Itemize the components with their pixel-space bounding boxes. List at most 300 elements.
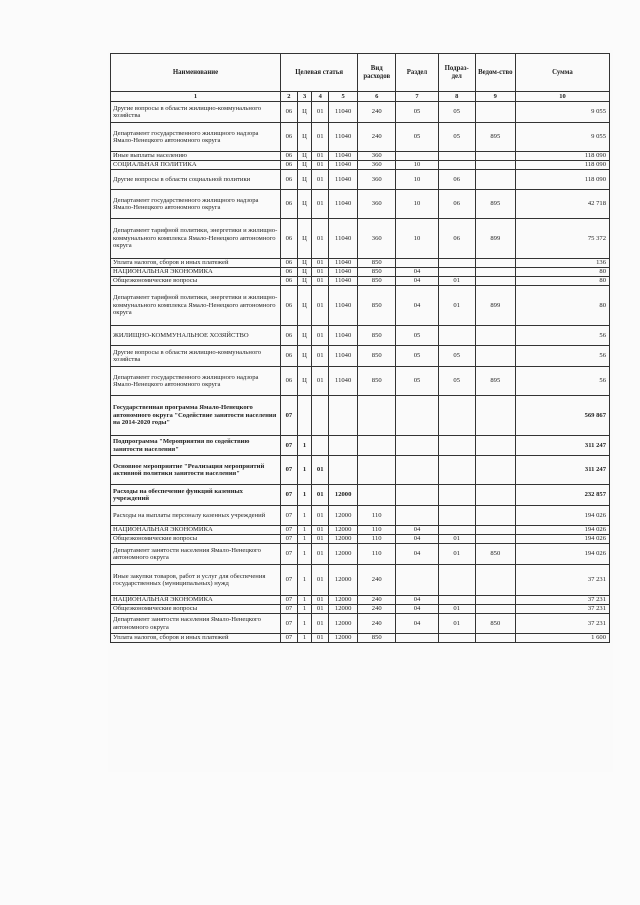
target-code-program: 07 — [281, 396, 298, 436]
subsection-cell — [438, 596, 475, 605]
target-code-subprogram: Ц — [297, 268, 312, 277]
row-name: Общеэкономические вопросы — [111, 277, 281, 286]
row-name: Департамент государственного жилищного надзора Ямало-Ненецкого автономного округа — [111, 123, 281, 152]
department-cell — [475, 161, 515, 170]
table-row — [111, 367, 610, 396]
department-cell — [475, 152, 515, 161]
table-row — [111, 346, 610, 367]
expense-type-cell: 240 — [358, 605, 396, 614]
sum-cell: 194 026 — [515, 544, 609, 565]
expense-type-cell: 850 — [358, 277, 396, 286]
target-code-subprogram: 1 — [297, 565, 312, 596]
section-cell — [396, 506, 439, 526]
column-number: 2 — [281, 92, 298, 102]
target-code-program: 06 — [281, 152, 298, 161]
section-cell: 05 — [396, 102, 439, 123]
target-code-direction: 11040 — [329, 190, 358, 219]
row-name: Основное мероприятие "Реализация мероприятий активной политики занятости населения" — [111, 456, 281, 485]
target-code-event: 01 — [312, 485, 329, 506]
target-code-program: 06 — [281, 277, 298, 286]
target-code-program: 07 — [281, 565, 298, 596]
sum-cell: 194 026 — [515, 535, 609, 544]
table-row — [111, 396, 610, 436]
section-cell: 05 — [396, 346, 439, 367]
department-cell — [475, 506, 515, 526]
target-code-subprogram: 1 — [297, 506, 312, 526]
subsection-cell — [438, 526, 475, 535]
department-cell — [475, 605, 515, 614]
subsection-cell: 05 — [438, 367, 475, 396]
target-code-event: 01 — [312, 219, 329, 259]
row-name: Расходы на выплаты персоналу казенных учреждений — [111, 506, 281, 526]
target-code-program: 06 — [281, 286, 298, 326]
expense-type-cell — [358, 436, 396, 456]
row-name: Другие вопросы в области жилищно-коммунального хозяйства — [111, 346, 281, 367]
sum-cell: 80 — [515, 268, 609, 277]
target-code-event: 01 — [312, 346, 329, 367]
sum-cell: 118 090 — [515, 161, 609, 170]
target-code-event: 01 — [312, 190, 329, 219]
department-cell — [475, 526, 515, 535]
target-code-direction: 12000 — [329, 485, 358, 506]
target-code-subprogram: 1 — [297, 485, 312, 506]
department-cell: 899 — [475, 286, 515, 326]
target-code-direction: 11040 — [329, 123, 358, 152]
table-row — [111, 170, 610, 190]
target-code-program: 06 — [281, 161, 298, 170]
table-row — [111, 506, 610, 526]
column-number: 10 — [515, 92, 609, 102]
subsection-cell — [438, 436, 475, 456]
subsection-cell: 01 — [438, 535, 475, 544]
section-cell: 04 — [396, 544, 439, 565]
target-code-event: 01 — [312, 102, 329, 123]
sum-cell: 9 055 — [515, 123, 609, 152]
subsection-cell — [438, 456, 475, 485]
target-code-subprogram: 1 — [297, 526, 312, 535]
header-section: Раздел — [396, 54, 439, 92]
column-number: 9 — [475, 92, 515, 102]
target-code-subprogram: Ц — [297, 367, 312, 396]
target-code-direction: 11040 — [329, 219, 358, 259]
target-code-direction: 11040 — [329, 161, 358, 170]
target-code-event: 01 — [312, 268, 329, 277]
expense-type-cell: 850 — [358, 259, 396, 268]
sum-cell: 9 055 — [515, 102, 609, 123]
row-name: Расходы на обеспечение функций казенных учреждений — [111, 485, 281, 506]
target-code-program: 07 — [281, 526, 298, 535]
target-code-subprogram: 1 — [297, 605, 312, 614]
sum-cell: 194 026 — [515, 506, 609, 526]
target-code-program: 06 — [281, 102, 298, 123]
target-code-program: 07 — [281, 436, 298, 456]
target-code-subprogram: Ц — [297, 219, 312, 259]
target-code-direction: 11040 — [329, 170, 358, 190]
column-number: 8 — [438, 92, 475, 102]
header-row — [111, 54, 610, 92]
expense-type-cell: 850 — [358, 634, 396, 643]
subsection-cell — [438, 161, 475, 170]
table-row — [111, 456, 610, 485]
row-name: Уплата налогов, сборов и иных платежей — [111, 259, 281, 268]
target-code-program: 07 — [281, 605, 298, 614]
section-cell: 04 — [396, 277, 439, 286]
sum-cell: 1 600 — [515, 634, 609, 643]
header-name: Наименование — [111, 54, 281, 92]
header-department: Ведом-ство — [475, 54, 515, 92]
department-cell — [475, 565, 515, 596]
department-cell — [475, 596, 515, 605]
target-code-subprogram: Ц — [297, 102, 312, 123]
expense-type-cell: 240 — [358, 614, 396, 634]
target-code-direction: 12000 — [329, 565, 358, 596]
sum-cell: 569 867 — [515, 396, 609, 436]
sum-cell: 56 — [515, 326, 609, 346]
sum-cell: 118 090 — [515, 170, 609, 190]
target-code-event: 01 — [312, 565, 329, 596]
target-code-event: 01 — [312, 152, 329, 161]
expense-type-cell — [358, 456, 396, 485]
section-cell: 04 — [396, 286, 439, 326]
section-cell: 10 — [396, 170, 439, 190]
target-code-event: 01 — [312, 596, 329, 605]
target-code-event: 01 — [312, 367, 329, 396]
sum-cell: 37 231 — [515, 596, 609, 605]
table-row — [111, 102, 610, 123]
target-code-event: 01 — [312, 123, 329, 152]
department-cell — [475, 436, 515, 456]
column-number: 3 — [297, 92, 312, 102]
expense-type-cell: 360 — [358, 161, 396, 170]
section-cell — [396, 396, 439, 436]
department-cell — [475, 268, 515, 277]
expense-type-cell: 360 — [358, 219, 396, 259]
row-name: Иные закупки товаров, работ и услуг для обеспечения государственных (муниципальных) нужд — [111, 565, 281, 596]
table-row — [111, 152, 610, 161]
department-cell — [475, 535, 515, 544]
target-code-event: 01 — [312, 456, 329, 485]
department-cell — [475, 634, 515, 643]
target-code-program: 06 — [281, 219, 298, 259]
column-number: 4 — [312, 92, 329, 102]
table-row — [111, 614, 610, 634]
target-code-subprogram: Ц — [297, 161, 312, 170]
target-code-event: 01 — [312, 170, 329, 190]
section-cell — [396, 152, 439, 161]
row-name: Департамент государственного жилищного надзора Ямало-Ненецкого автономного округа — [111, 367, 281, 396]
target-code-program: 06 — [281, 346, 298, 367]
header-subsection: Подраз-дел — [438, 54, 475, 92]
section-cell: 04 — [396, 535, 439, 544]
target-code-direction: 11040 — [329, 259, 358, 268]
section-cell: 05 — [396, 123, 439, 152]
table-row — [111, 161, 610, 170]
target-code-direction: 12000 — [329, 544, 358, 565]
sum-cell: 136 — [515, 259, 609, 268]
sum-cell: 311 247 — [515, 456, 609, 485]
target-code-program: 06 — [281, 326, 298, 346]
sum-cell: 37 231 — [515, 614, 609, 634]
target-code-program: 07 — [281, 596, 298, 605]
section-cell: 04 — [396, 596, 439, 605]
column-number: 1 — [111, 92, 281, 102]
row-name: Уплата налогов, сборов и иных платежей — [111, 634, 281, 643]
column-number: 5 — [329, 92, 358, 102]
target-code-subprogram: 1 — [297, 596, 312, 605]
row-name: Государственная программа Ямало-Ненецкого автономного округа "Содействие занятости населения на 2014-2020 годы" — [111, 396, 281, 436]
subsection-cell: 01 — [438, 277, 475, 286]
target-code-subprogram: Ц — [297, 259, 312, 268]
section-cell — [396, 259, 439, 268]
target-code-event: 01 — [312, 526, 329, 535]
target-code-subprogram: Ц — [297, 170, 312, 190]
target-code-program: 07 — [281, 506, 298, 526]
subsection-cell: 06 — [438, 219, 475, 259]
target-code-direction: 11040 — [329, 286, 358, 326]
target-code-program: 07 — [281, 456, 298, 485]
target-code-direction: 11040 — [329, 152, 358, 161]
subsection-cell — [438, 326, 475, 346]
department-cell — [475, 346, 515, 367]
department-cell — [475, 326, 515, 346]
target-code-event: 01 — [312, 326, 329, 346]
row-name: НАЦИОНАЛЬНАЯ ЭКОНОМИКА — [111, 526, 281, 535]
target-code-subprogram: Ц — [297, 346, 312, 367]
department-cell — [475, 456, 515, 485]
table-body — [111, 102, 610, 643]
department-cell: 895 — [475, 367, 515, 396]
target-code-event: 01 — [312, 286, 329, 326]
expense-type-cell: 360 — [358, 190, 396, 219]
sum-cell: 80 — [515, 277, 609, 286]
subsection-cell: 01 — [438, 544, 475, 565]
table-row — [111, 190, 610, 219]
expense-type-cell: 240 — [358, 565, 396, 596]
target-code-direction: 11040 — [329, 367, 358, 396]
row-name: Департамент тарифной политики, энергетики и жилищно-коммунального комплекса Ямало-Ненецкого автономного округа — [111, 219, 281, 259]
section-cell: 04 — [396, 605, 439, 614]
target-code-direction: 12000 — [329, 614, 358, 634]
subsection-cell — [438, 634, 475, 643]
target-code-direction: 12000 — [329, 634, 358, 643]
target-code-event: 01 — [312, 605, 329, 614]
target-code-event: 01 — [312, 614, 329, 634]
department-cell: 895 — [475, 123, 515, 152]
target-code-direction: 11040 — [329, 346, 358, 367]
table-row — [111, 277, 610, 286]
sum-cell: 118 090 — [515, 152, 609, 161]
target-code-direction: 11040 — [329, 268, 358, 277]
header-target-article: Целевая статья — [281, 54, 358, 92]
section-cell — [396, 485, 439, 506]
expense-type-cell: 850 — [358, 286, 396, 326]
expense-type-cell: 240 — [358, 102, 396, 123]
subsection-cell — [438, 396, 475, 436]
column-number: 6 — [358, 92, 396, 102]
sum-cell: 42 718 — [515, 190, 609, 219]
target-code-subprogram: 1 — [297, 614, 312, 634]
target-code-direction: 12000 — [329, 506, 358, 526]
expense-type-cell: 110 — [358, 535, 396, 544]
subsection-cell — [438, 259, 475, 268]
target-code-direction: 11040 — [329, 277, 358, 286]
row-name: ЖИЛИЩНО-КОММУНАЛЬНОЕ ХОЗЯЙСТВО — [111, 326, 281, 346]
table-row — [111, 436, 610, 456]
budget-table — [110, 53, 610, 643]
target-code-program: 07 — [281, 485, 298, 506]
row-name: НАЦИОНАЛЬНАЯ ЭКОНОМИКА — [111, 596, 281, 605]
table-row — [111, 535, 610, 544]
header-expense-type: Вид расходов — [358, 54, 396, 92]
row-name: Департамент тарифной политики, энергетики и жилищно-коммунального комплекса Ямало-Ненецкого автономного округа — [111, 286, 281, 326]
table-row — [111, 565, 610, 596]
sum-cell: 194 026 — [515, 526, 609, 535]
target-code-program: 06 — [281, 268, 298, 277]
section-cell: 04 — [396, 268, 439, 277]
table-row — [111, 596, 610, 605]
section-cell: 10 — [396, 161, 439, 170]
target-code-program: 06 — [281, 367, 298, 396]
expense-type-cell: 110 — [358, 526, 396, 535]
target-code-direction: 12000 — [329, 526, 358, 535]
target-code-program: 06 — [281, 190, 298, 219]
target-code-direction: 12000 — [329, 605, 358, 614]
target-code-direction — [329, 436, 358, 456]
row-name: СОЦИАЛЬНАЯ ПОЛИТИКА — [111, 161, 281, 170]
target-code-event: 01 — [312, 506, 329, 526]
target-code-subprogram: 1 — [297, 535, 312, 544]
department-cell — [475, 102, 515, 123]
target-code-event: 01 — [312, 259, 329, 268]
column-number-row — [111, 92, 610, 102]
target-code-program: 07 — [281, 544, 298, 565]
target-code-subprogram: Ц — [297, 277, 312, 286]
department-cell: 895 — [475, 190, 515, 219]
target-code-event: 01 — [312, 535, 329, 544]
target-code-program: 06 — [281, 170, 298, 190]
row-name: Общеэкономические вопросы — [111, 605, 281, 614]
expense-type-cell — [358, 396, 396, 436]
subsection-cell: 01 — [438, 614, 475, 634]
target-code-event: 01 — [312, 277, 329, 286]
subsection-cell — [438, 506, 475, 526]
target-code-event: 01 — [312, 161, 329, 170]
subsection-cell — [438, 485, 475, 506]
target-code-subprogram: 1 — [297, 456, 312, 485]
target-code-event — [312, 436, 329, 456]
subsection-cell — [438, 268, 475, 277]
row-name: Департамент занятости населения Ямало-Ненецкого автономного округа — [111, 544, 281, 565]
sum-cell: 75 372 — [515, 219, 609, 259]
department-cell — [475, 396, 515, 436]
department-cell — [475, 485, 515, 506]
expense-type-cell: 850 — [358, 346, 396, 367]
expense-type-cell: 360 — [358, 152, 396, 161]
sum-cell: 37 231 — [515, 565, 609, 596]
target-code-event: 01 — [312, 634, 329, 643]
table-row — [111, 219, 610, 259]
target-code-subprogram: Ц — [297, 190, 312, 219]
department-cell — [475, 170, 515, 190]
header-sum: Сумма — [515, 54, 609, 92]
row-name: Другие вопросы в области социальной политики — [111, 170, 281, 190]
sum-cell: 232 857 — [515, 485, 609, 506]
expense-type-cell: 110 — [358, 506, 396, 526]
section-cell: 04 — [396, 526, 439, 535]
expense-type-cell: 240 — [358, 596, 396, 605]
target-code-subprogram: Ц — [297, 123, 312, 152]
section-cell: 10 — [396, 190, 439, 219]
row-name: Департамент занятости населения Ямало-Ненецкого автономного округа — [111, 614, 281, 634]
section-cell — [396, 456, 439, 485]
section-cell: 05 — [396, 367, 439, 396]
target-code-subprogram: 1 — [297, 634, 312, 643]
table-row — [111, 286, 610, 326]
subsection-cell — [438, 565, 475, 596]
section-cell — [396, 565, 439, 596]
target-code-subprogram — [297, 396, 312, 436]
expense-type-cell: 850 — [358, 367, 396, 396]
row-name: Общеэкономические вопросы — [111, 535, 281, 544]
table-row — [111, 485, 610, 506]
table-row — [111, 326, 610, 346]
target-code-program: 06 — [281, 123, 298, 152]
expense-type-cell: 110 — [358, 544, 396, 565]
table-row — [111, 526, 610, 535]
section-cell: 10 — [396, 219, 439, 259]
target-code-subprogram: Ц — [297, 286, 312, 326]
row-name: Другие вопросы в области жилищно-коммунального хозяйства — [111, 102, 281, 123]
target-code-direction — [329, 456, 358, 485]
table-row — [111, 259, 610, 268]
table-row — [111, 123, 610, 152]
subsection-cell: 01 — [438, 605, 475, 614]
target-code-program: 06 — [281, 259, 298, 268]
target-code-direction: 12000 — [329, 596, 358, 605]
table-row — [111, 605, 610, 614]
table-row — [111, 544, 610, 565]
row-name: Департамент государственного жилищного надзора Ямало-Ненецкого автономного округа — [111, 190, 281, 219]
sum-cell: 37 231 — [515, 605, 609, 614]
target-code-program: 07 — [281, 634, 298, 643]
target-code-subprogram: 1 — [297, 436, 312, 456]
expense-type-cell: 850 — [358, 268, 396, 277]
subsection-cell: 05 — [438, 123, 475, 152]
target-code-subprogram: Ц — [297, 326, 312, 346]
target-code-direction: 12000 — [329, 535, 358, 544]
expense-type-cell: 850 — [358, 326, 396, 346]
target-code-subprogram: Ц — [297, 152, 312, 161]
target-code-direction: 11040 — [329, 102, 358, 123]
target-code-direction — [329, 396, 358, 436]
subsection-cell: 06 — [438, 170, 475, 190]
table-row — [111, 634, 610, 643]
department-cell: 850 — [475, 544, 515, 565]
row-name: Иные выплаты населению — [111, 152, 281, 161]
expense-type-cell: 240 — [358, 123, 396, 152]
department-cell: 899 — [475, 219, 515, 259]
target-code-program: 07 — [281, 535, 298, 544]
row-name: НАЦИОНАЛЬНАЯ ЭКОНОМИКА — [111, 268, 281, 277]
subsection-cell — [438, 152, 475, 161]
target-code-direction: 11040 — [329, 326, 358, 346]
sum-cell: 56 — [515, 346, 609, 367]
expense-type-cell — [358, 485, 396, 506]
column-number: 7 — [396, 92, 439, 102]
department-cell — [475, 259, 515, 268]
department-cell — [475, 277, 515, 286]
subsection-cell: 06 — [438, 190, 475, 219]
